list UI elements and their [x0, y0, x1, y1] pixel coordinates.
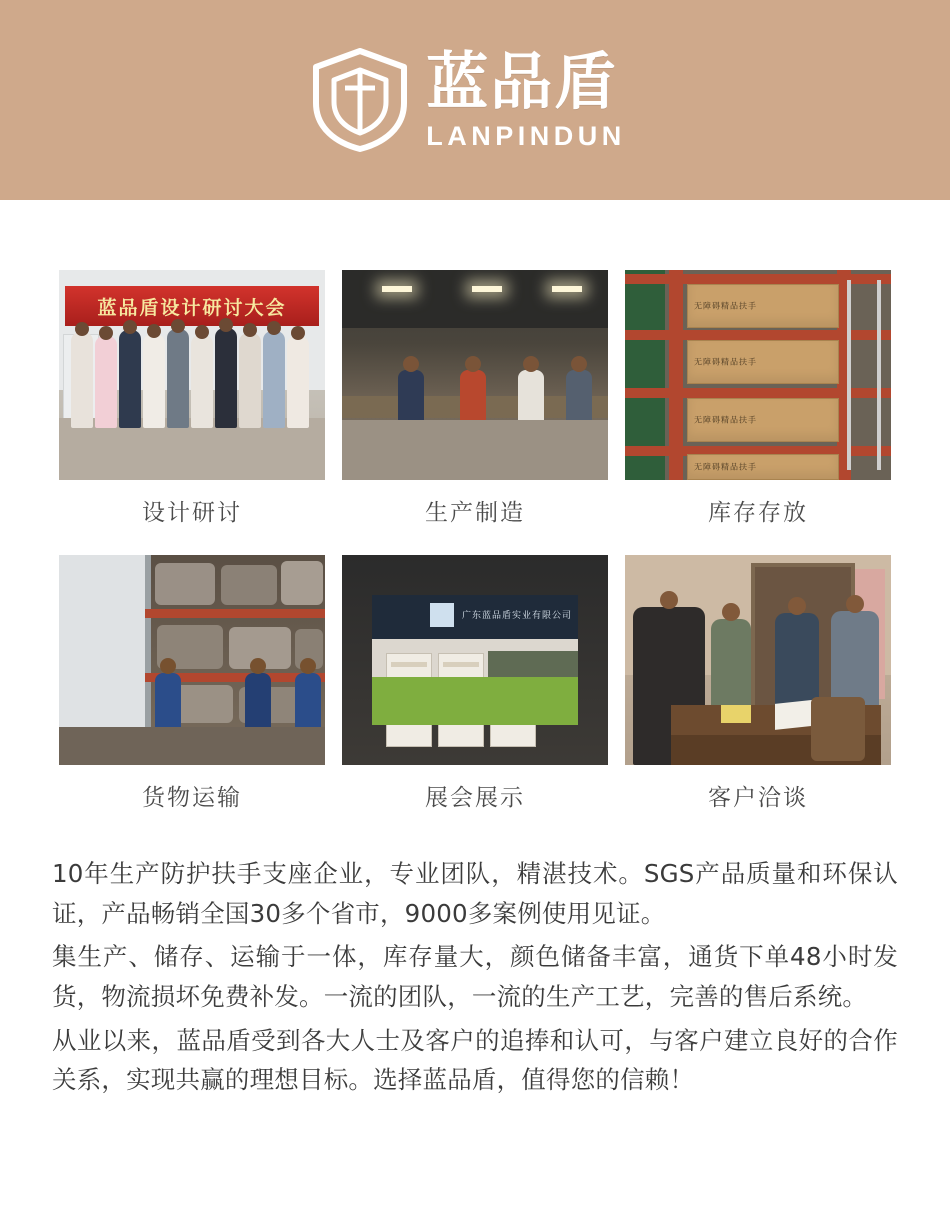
photo-design-seminar — [59, 270, 325, 480]
seminar-banner-text: 蓝品盾设计研讨大会 — [65, 286, 319, 326]
photo-exhibition-booth — [342, 555, 608, 765]
description-paragraph-2: 集生产、储存、运输于一体，库存量大，颜色储备丰富，通货下单48小时发货，物流损坏免费补发。一流的团队，一流的生产工艺，完善的售后系统。 — [52, 942, 898, 1012]
gallery-caption: 库存存放 — [708, 500, 808, 526]
company-description — [0, 832, 950, 1162]
photo-goods-transport — [59, 555, 325, 765]
description-paragraph-1: 10年生产防护扶手支座企业，专业团队，精湛技术。SGS产品质量和环保认证，产品畅销全国30多个省市，9000多案例使用见证。 — [52, 859, 898, 928]
photo-gallery — [0, 200, 950, 832]
carton-label: 无障碍精品扶手 — [694, 301, 757, 311]
brand-name-en: LANPINDUN — [426, 120, 626, 151]
gallery-caption: 生产制造 — [425, 500, 525, 526]
description-paragraph-3: 从业以来，蓝品盾受到各大人士及客户的追捧和认可，与客户建立良好的合作关系，实现共赢的理想目标。选择蓝品盾，值得您的信赖！ — [52, 1025, 898, 1095]
photo-manufacturing — [342, 270, 608, 480]
gallery-caption: 货物运输 — [142, 785, 242, 811]
booth-title: 广东蓝品盾实业有限公司 — [462, 611, 573, 621]
gallery-item — [59, 555, 325, 832]
carton-label: 无障碍精品扶手 — [694, 357, 757, 367]
gallery-item — [342, 270, 608, 547]
gallery-caption: 展会展示 — [425, 785, 525, 811]
brand-name-cn: 蓝品盾 — [426, 44, 619, 118]
brand-text — [426, 44, 626, 151]
gallery-item — [59, 270, 325, 547]
carton-label: 无障碍精品扶手 — [694, 415, 757, 425]
gallery-caption: 客户洽谈 — [708, 785, 808, 811]
gallery-item — [342, 555, 608, 832]
gallery-caption: 设计研讨 — [142, 500, 242, 526]
carton-label: 无障碍精品扶手 — [694, 462, 757, 472]
brand-lockup — [312, 44, 626, 152]
photo-warehouse-stock — [625, 270, 891, 480]
gallery-item — [625, 270, 891, 547]
lanpindun-shield-logo — [312, 48, 408, 152]
gallery-item — [625, 555, 891, 832]
photo-customer-negotiation — [625, 555, 891, 765]
brand-banner — [0, 0, 950, 200]
